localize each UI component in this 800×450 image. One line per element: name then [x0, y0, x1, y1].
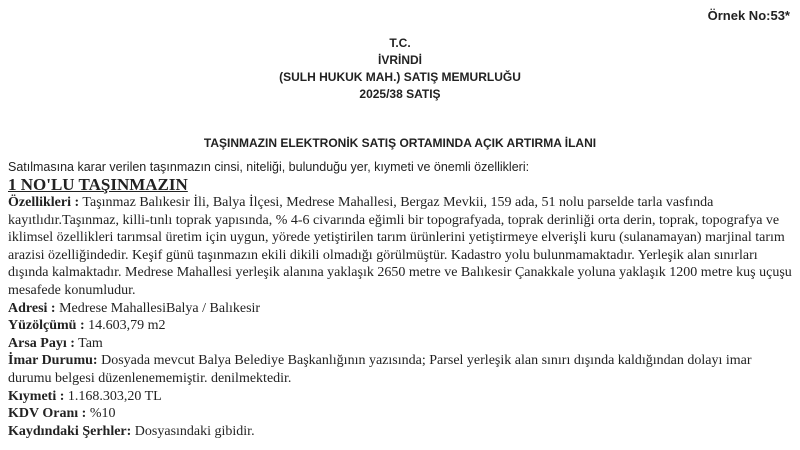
document-header: [0, 35, 800, 103]
share-row: [8, 335, 794, 353]
vat-row: [8, 405, 794, 423]
vat-value: %10: [86, 406, 116, 422]
terms-row: [8, 423, 794, 441]
terms-label: Kaydındaki Şerhler:: [8, 423, 132, 439]
header-district: İVRİNDİ: [377, 53, 422, 67]
intro-text: Satılmasına karar verilen taşınmazın cinsi, niteliği, bulunduğu yer, kıymeti ve önemli özellikleri:: [8, 160, 530, 174]
sample-number: Örnek No:53*: [707, 8, 790, 23]
zoning-label: İmar Durumu:: [8, 353, 98, 369]
share-label: Arsa Payı :: [8, 335, 75, 351]
vat-label: KDV Oranı :: [8, 406, 87, 422]
address-value: Medrese MahallesiBalya / Balıkesir: [55, 300, 261, 316]
zoning-row: [8, 352, 794, 387]
area-value: 14.603,79 m2: [84, 318, 166, 334]
parcel-details: [8, 194, 794, 440]
notice-title: TAŞINMAZIN ELEKTRONİK SATIŞ ORTAMINDA AÇIK ARTIRMA İLANI: [203, 136, 597, 150]
parcel-title: 1 NO'LU TAŞINMAZIN: [8, 175, 188, 194]
features-value: Taşınmaz Balıkesir İli, Balya İlçesi, Medrese Mahallesi, Bergaz Mevkii, 159 ada, 51 nolu parselde tarla vasfında kayıtlıdır.Taşınmaz, killi-tınlı toprak yapısında, % 4-6 civarında eğimli bir topografyada, toprak derinliği orta derin, toprak, topografya ve iklimsel özellikleri tarımsal üretim için uygun, yörede yetiştirilen tarım ürünlerini yetiştirmeye elverişli kuru (sulanamayan) marjinal tarım arazisi özelliğindedir. Keşif günü taşınmazın ekili dikili olmadığı görülmüştür. Kadastro yolu bulunmamaktadır. Yerleşik alan sınırları dışında kalmaktadır. Medrese Mahallesi yerleşik alanına yaklaşık 2650 metre ve Balıkesir Çanakkale yoluna yaklaşık 1200 metre kuş uçuşu mesafede konumludur.: [8, 195, 792, 298]
value-value: 1.168.303,20 TL: [64, 388, 162, 404]
features-row: [8, 194, 794, 300]
address-row: [8, 300, 794, 318]
zoning-value: Dosyada mevcut Balya Belediye Başkanlığının yazısında; Parsel yerleşik alan sınırı dışında kaldığından dolayı imar durumu belgesi düzenlenememiştir. denilmektedir.: [8, 353, 752, 386]
header-case-no: 2025/38 SATIŞ: [359, 87, 441, 101]
terms-value: Dosyasındaki gibidir.: [131, 423, 255, 439]
area-row: [8, 317, 794, 335]
features-label: Özellikleri :: [8, 195, 80, 210]
value-label: Kıymeti :: [8, 388, 65, 404]
share-value: Tam: [74, 335, 103, 351]
header-tc: T.C.: [389, 36, 411, 50]
value-row: [8, 388, 794, 406]
area-label: Yüzölçümü :: [8, 318, 85, 334]
address-label: Adresi :: [8, 300, 56, 316]
header-office: (SULH HUKUK MAH.) SATIŞ MEMURLUĞU: [279, 70, 521, 84]
